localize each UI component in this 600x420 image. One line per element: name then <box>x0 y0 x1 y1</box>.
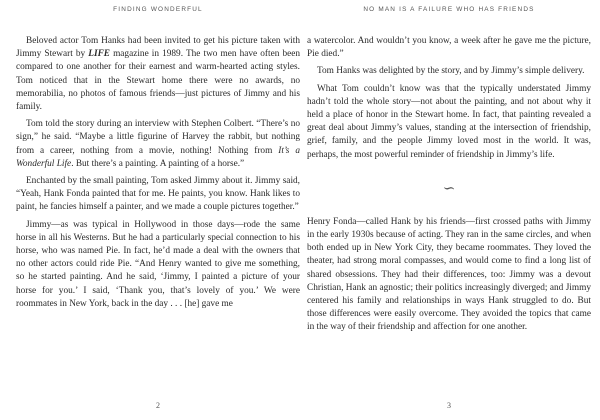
section-divider-ornament: ∽ <box>442 180 456 197</box>
paragraph: Henry Fonda—called Hank by his friends—first crossed paths with Jimmy in the early 1930s because of acting. They ran in the same circles, and when both ended up in New York City, they became roommates. They loved the theater, had strong moral compasses, and would come to find a long list of shared obsessions. They had their differences, too: Jimmy was a devout Christian, Hank an agnostic; their politics increasingly diverged; and Jimmy centered his family and relationships in ways Hank struggled to do. But those differences were easily overcome. They avoided the topics that came in the way of their friendship and affection for one another. <box>307 216 591 333</box>
left-page <box>16 0 300 420</box>
right-page-body <box>307 35 591 339</box>
paragraph: Jimmy—as was typical in Hollywood in those days—rode the same horse in all his Westerns. But he had a particularly special connection to his horse, who was named Pie. In fact, he’d made a deal with the owners that no other actors could ride Pie. “And Henry wanted to give me something, so he started painting. And he said, ‘Jimmy, I painted a picture of your horse for you.’ I said, ‘Thank you, that’s lovely of you.’ We were roommates in New York, back in the day . . . [he] gave me <box>16 219 300 309</box>
page-number-right: 3 <box>447 401 451 410</box>
left-page-body <box>16 35 300 315</box>
film-title: It’s a Wonderful Life <box>16 145 300 169</box>
magazine-title: LIFE <box>88 49 110 60</box>
right-page <box>307 0 591 420</box>
page-number-left: 2 <box>156 401 160 410</box>
paragraph: Tom Hanks was delighted by the story, and by Jimmy’s simple delivery. <box>317 66 585 77</box>
paragraph: Beloved actor Tom Hanks had been invited to get his picture taken with Jimmy Stewart by LIFE magazine in 1989. The two men have often been compared to one another for their earnest and warm-hearted acting styles. Tom noticed that in the Stewart home there were no awards, no memorabilia, no photos of famous friends—just pictures of Jimmy and his family. <box>16 36 300 113</box>
paragraph: Enchanted by the small painting, Tom asked Jimmy about it. Jimmy said, “Yeah, Hank Fonda painted that for me. He paints, you know. Hank likes to paint, he fancies himself a painter, and we made a couple pictures together.” <box>16 176 300 213</box>
paragraph: a watercolor. And wouldn’t you know, a week after he gave me the picture, Pie died.” <box>307 36 591 60</box>
running-head-right: NO MAN IS A FAILURE WHO HAS FRIENDS <box>363 6 535 13</box>
paragraph: What Tom couldn’t know was that the typically understated Jimmy hadn’t told the whole story—not about the painting, and not about why it held a place of honor in the Stewart home. In fact, that painting revealed a great deal about Jimmy’s values, standing at the intersection of friendship, grief, family, and the people Jimmy loved most in the world. It was, perhaps, the most powerful reminder of friendship in Jimmy’s life. <box>307 83 591 160</box>
running-head-left: FINDING WONDERFUL <box>113 6 203 13</box>
paragraph: Tom told the story during an interview with Stephen Colbert. “There’s no sign,” he said. “Maybe a little figurine of Harvey the rabbit, but nothing from a career, nothing from a movie, nothing! Nothing from It’s a Wonderful Life. But there’s a painting. A painting of a horse.” <box>16 119 300 169</box>
